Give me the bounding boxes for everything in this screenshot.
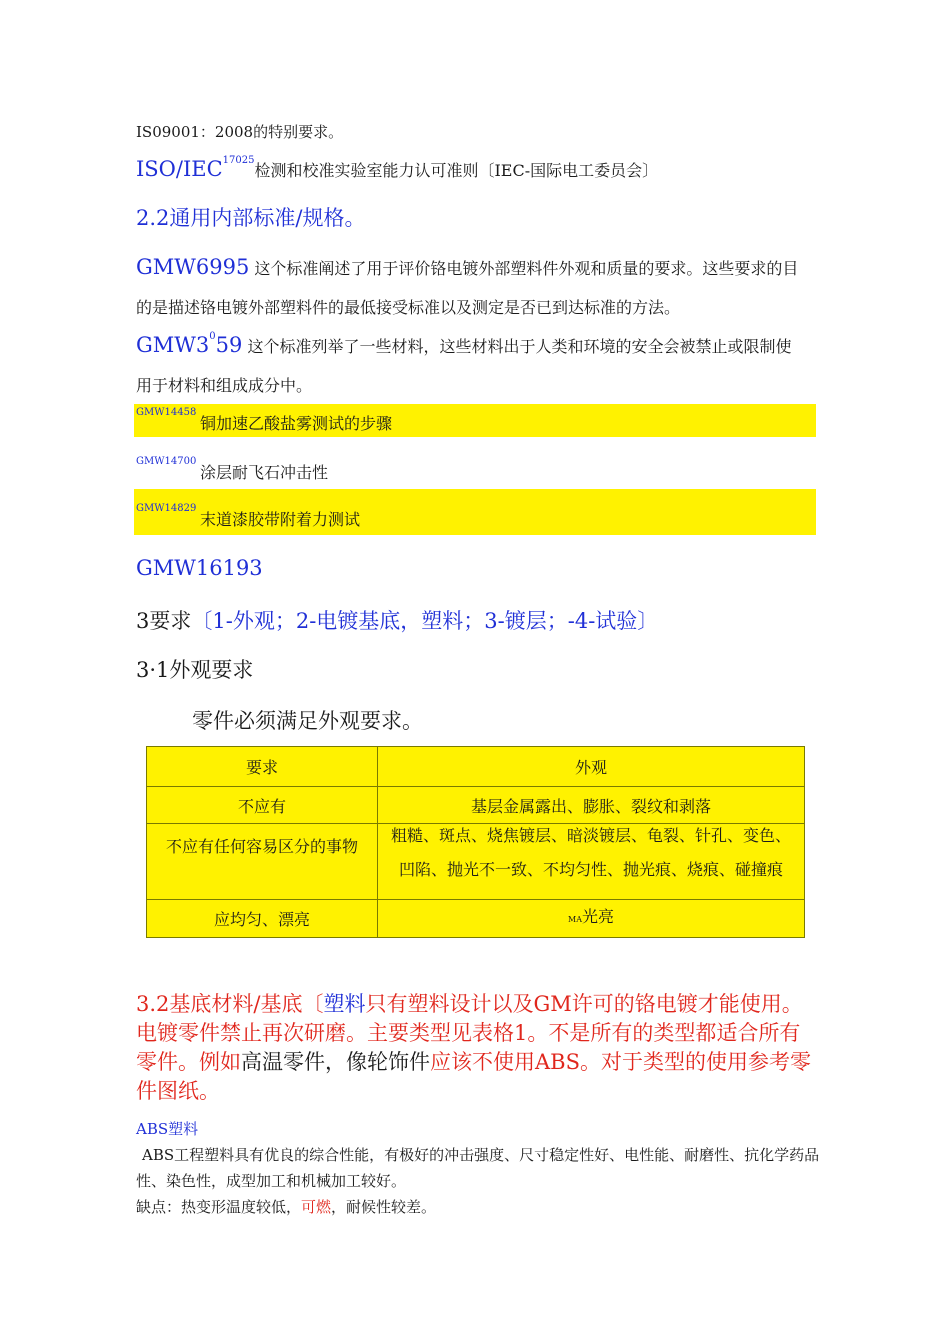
gmw14700-code: GMW14700: [136, 456, 197, 467]
section-3-prefix: 3要求: [136, 609, 192, 633]
iso9001-line: IS09001：2008的特别要求。: [136, 123, 344, 141]
table-cell: 不应有: [147, 787, 378, 824]
gmw16193: GMW16193: [136, 556, 263, 580]
abs-cons-a: 缺点：热变形温度较低，: [136, 1198, 302, 1216]
abs-cons-c: ，耐候性较差。: [331, 1198, 437, 1216]
section-3-1-heading: 3·1外观要求: [136, 658, 254, 682]
gmw6995-line-1: [136, 255, 798, 279]
section-3-heading: [136, 605, 658, 635]
table-cell-line: 凹陷、抛光不一致、不均匀性、抛光痕、烧痕、碰撞痕: [398, 860, 783, 879]
gmw14829-row: [134, 489, 816, 535]
section-3-2-paragraph: [136, 990, 816, 1106]
table-cell-text: 光亮: [581, 907, 614, 926]
gmw14458-code: GMW14458: [136, 407, 197, 418]
gmw14458-row: [134, 404, 816, 437]
gmw3059-line-1: [136, 333, 791, 357]
iso-iec-desc: 检测和校准实验室能力认可准则〔IEC-国际电工委员会〕: [254, 161, 659, 180]
gmw3059-code-b: 59: [215, 333, 243, 357]
table-row: [147, 787, 805, 824]
table-cell: 不应有任何容易区分的事物: [147, 824, 378, 900]
section-3-2-d: 高温零件，像轮饰件: [241, 1050, 430, 1074]
table-cell: [378, 900, 805, 938]
table-cell-line: 粗糙、斑点、烧焦镀层、暗淡镀层、龟裂、针孔、变色、: [390, 826, 791, 845]
section-2-2-heading: 2.2通用内部标准/规格。: [136, 206, 366, 230]
abs-body: ABS工程塑料具有优良的综合性能，有极好的冲击强度、尺寸稳定性好、电性能、耐磨性、抗化学药品性、染色性，成型加工和机械加工较好。: [136, 1146, 820, 1190]
table-header-cell: 要求: [147, 747, 378, 787]
gmw14700-desc: 涂层耐飞石冲击性: [200, 463, 329, 482]
table-cell-ma: MA: [568, 915, 582, 924]
section-3-2-b: 塑料: [323, 992, 366, 1016]
gmw14700-row: [134, 456, 816, 484]
iso-iec-sup: 17025: [222, 155, 255, 166]
abs-cons: [136, 1196, 436, 1217]
gmw14458-desc: 铜加速乙酸盐雾测试的步骤: [200, 414, 393, 433]
table-cell-multi: [378, 824, 805, 900]
gmw3059-code-a: GMW3: [136, 333, 210, 357]
gmw6995-code: GMW6995: [136, 255, 250, 279]
gmw6995-desc-1: 这个标准阐述了用于评价铬电镀外部塑料件外观和质量的要求。这些要求的目: [254, 259, 799, 278]
gmw3059-sup: 0: [209, 331, 216, 342]
table-row: [147, 900, 805, 938]
abs-cons-b: 可燃: [301, 1198, 332, 1216]
section-3-detail: 〔1-外观；2-电镀基底，塑料；3-镀层；-4-试验〕: [191, 609, 659, 633]
gmw14829-desc: 末道漆胶带附着力测试: [200, 510, 361, 529]
section-3-2-e: 应该不使用ABS。对于类型的使用参考零件图纸。: [136, 1050, 811, 1103]
abs-title: ABS塑料: [136, 1120, 199, 1138]
appearance-table: [146, 746, 805, 938]
section-3-2-c: 只有塑料设计以及GM许可的铬电镀才能使用。电镀零件禁止再次研磨。主要类型见表格1。不是所有的类型都适合所有零件。例如: [136, 992, 803, 1074]
parts-must-text: 零件必须满足外观要求。: [192, 709, 423, 733]
iso-iec-code: ISO/IEC: [136, 157, 223, 181]
gmw3059-line-2: 用于材料和组成成分中。: [136, 376, 313, 395]
table-row: [147, 824, 805, 900]
gmw14829-code: GMW14829: [136, 503, 197, 514]
gmw3059-desc-1: 这个标准列举了一些材料，这些材料出于人类和环境的安全会被禁止或限制使: [247, 337, 792, 356]
table-cell: 基层金属露出、膨胀、裂纹和剥落: [378, 787, 805, 824]
section-3-2-a: 3.2基底材料/基底〔: [136, 992, 324, 1016]
table-cell: 应均匀、漂亮: [147, 900, 378, 938]
iso-iec-line: [136, 157, 658, 181]
table-header-cell: 外观: [378, 747, 805, 787]
table-header-row: [147, 747, 805, 787]
gmw6995-line-2: 的是描述铬电镀外部塑料件的最低接受标准以及测定是否已到达标准的方法。: [136, 298, 681, 317]
